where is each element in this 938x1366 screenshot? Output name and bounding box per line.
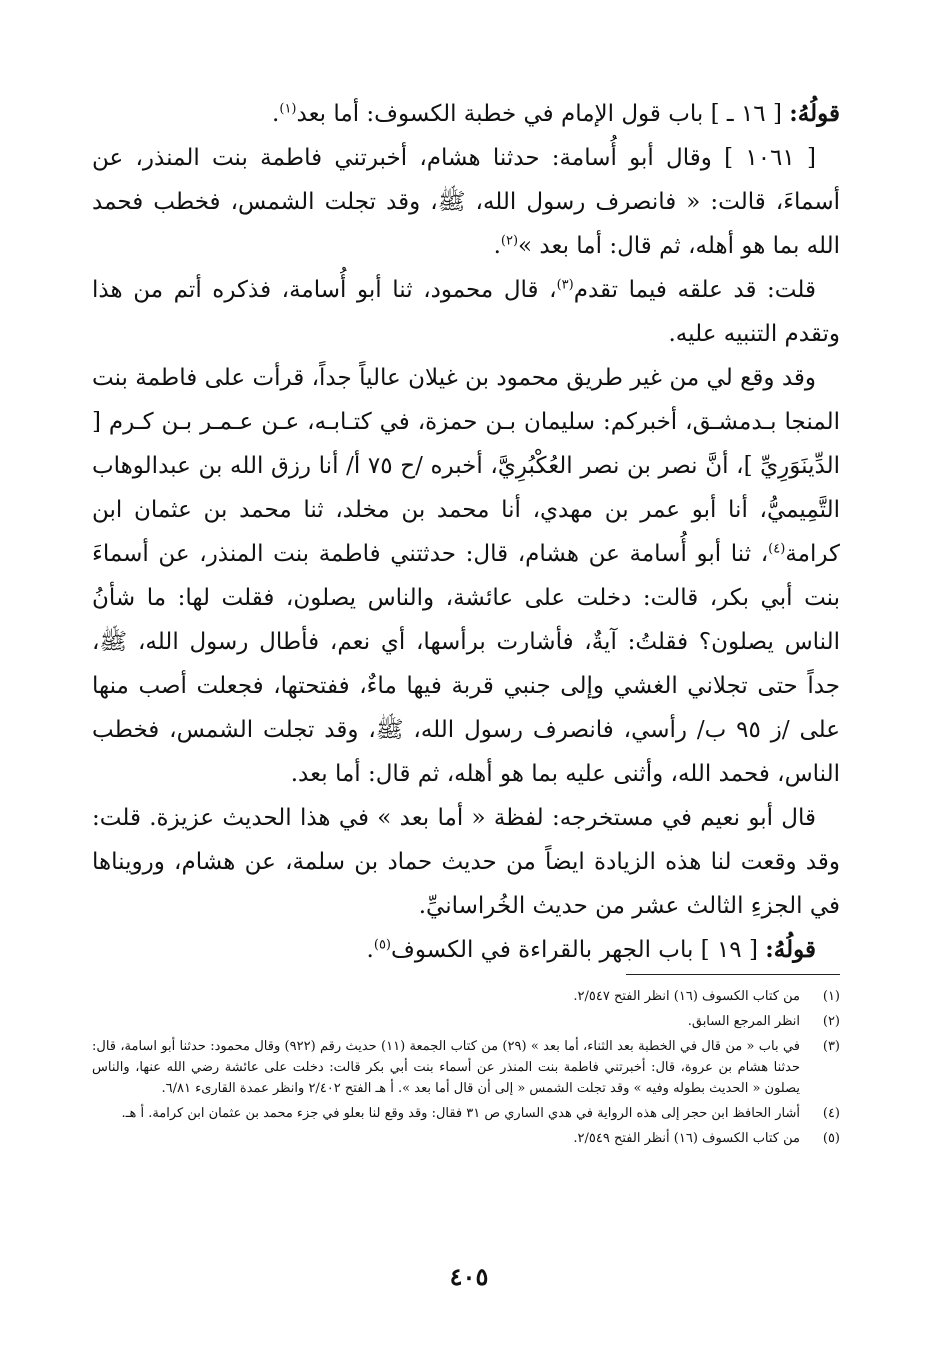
footnote <box>92 1011 840 1032</box>
abu-nuaim-paragraph <box>92 796 840 928</box>
footnote <box>92 986 840 1007</box>
heading-end: . <box>272 101 280 127</box>
heading-text-2: [ ١٩ ] باب الجهر بالقراءة في الكسوف <box>391 937 766 963</box>
footnote-ref-3: (٣) <box>556 277 574 293</box>
chain-paragraph <box>92 356 840 796</box>
page-number: ٤٠٥ <box>449 1262 489 1291</box>
heading-lead: قولُهُ: <box>789 100 840 127</box>
footnote-number: (٤) <box>822 1106 840 1121</box>
footnote-number: (٥) <box>822 1131 840 1146</box>
hadith-paragraph <box>92 136 840 268</box>
footnote-ref-5: (٥) <box>373 937 391 953</box>
comment-paragraph <box>92 268 840 356</box>
heading-text: [ ١٦ ـ ] باب قول الإمام في خطبة الكسوف: أما بعد <box>296 101 790 127</box>
main-text <box>92 92 840 972</box>
footnote <box>92 1128 840 1149</box>
footnote <box>92 1036 840 1099</box>
chain-text: وقد وقع لي من غير طريق محمود بن غيلان عالياً جداً، قرأت على فاطمة بنت المنجا بـدمشـق، أخبركم: سليمان بـن حمزة، في كتـابـه، عـن عـمـر بـن كـرم [ الدِّينَوَرِيِّ ]، أنَّ نصر بن نصر العُكْبُرِيَّ، أخبره /ح ٧٥ أ/ أنا رزق الله بن عبدالوهاب التَّمِيميُّ، أنا أبو عمر بن مهدي، أنا محمد بن مخلد، ثنا محمد بن عثمان ابن كرامة <box>92 365 840 567</box>
footnote-ref-2: (٢) <box>500 233 519 249</box>
comment-rest: ، قال محمود، ثنا أبو أُسامة، فذكره أتم من هذا وتقدم التنبيه عليه. <box>92 277 840 347</box>
footnote-number: (٢) <box>822 1014 840 1029</box>
hadith-end: . <box>493 233 501 259</box>
chapter-heading-16 <box>92 92 840 136</box>
chain-rest: ، ثنا أبو أُسامة عن هشام، قال: حدثتني فاطمة بنت المنذر، عن أسماءَ بنت أبي بكر، قالت: دخلت على عائشة، والناس يصلون، فقلت لها: ما شأنُ الناس يصلون؟ فقلتُ: آيةٌ، فأشارت برأسها، أي نعم، فأطال رسول الله، ﷺ، جداً حتى تجلاني الغشي وإلى جنبي قربة فيها ماءٌ، ففتحتها، فجعلت أصب منها على /ز ٩٥ ب/ رأسي، فانصرف رسول الله، ﷺ، وقد تجلت الشمس، فخطب الناس، فحمد الله، وأثنى عليه بما هو أهله، ثم قال: أما بعد. <box>92 541 840 787</box>
footnote-text: انظر المرجع السابق. <box>687 1014 800 1029</box>
chapter-heading-19 <box>92 928 840 972</box>
footnote-number: (٣) <box>822 1039 840 1054</box>
footnote-number: (١) <box>822 989 840 1004</box>
hadith-text: [ ١٠٦١ ] وقال أبو أُسامة: حدثنا هشام، أخبرتني فاطمة بنت المنذر، عن أسماءَ، قالت: « فانصرف رسول الله، ﷺ، وقد تجلت الشمس، فخطب فحمد الله بما هو أهله، ثم قال: أما بعد » <box>92 145 840 259</box>
footnotes <box>92 986 840 1153</box>
footnote-ref-4: (٤) <box>768 541 786 557</box>
footnote-text: في باب « من قال في الخطبة بعد الثناء، أما بعد » (٢٩) من كتاب الجمعة (١١) حديث رقم (٩٢٢) وقال محمود: حدثنا أبو اسامة، قال: حدثنا هشام بن عروة، قال: أخبرتني فاطمة بنت المنذر عن أسماء بنت أبي بكر قالت: دخلت على عائشة رضي الله عنها، والناس يصلون « الحديث بطوله وفيه » وقد تجلت الشمس « إلى أن قال أما بعد ». أ هـ الفتح ٢/٤٠٢ وانظر عمدة القارىء ٦/٨١. <box>92 1039 801 1096</box>
footnote-text: أشار الحافظ ابن حجر إلى هذه الرواية في هدي الساري ص ٣١ فقال: وقد وقع لنا بعلو في جزء محمد بن عثمان ابن كرامة. أ هـ. <box>121 1106 800 1121</box>
footnote-text: من كتاب الكسوف (١٦) أنظر الفتح ٢/٥٤٩. <box>573 1131 800 1146</box>
footnote-divider <box>626 974 840 975</box>
footnote-ref-1: (١) <box>279 101 297 117</box>
heading-end-2: . <box>366 937 374 963</box>
footnote <box>92 1103 840 1124</box>
heading-lead-2: قولُهُ: <box>765 936 816 963</box>
comment-text: قلت: قد علقه فيما تقدم <box>573 277 816 303</box>
footnote-text: من كتاب الكسوف (١٦) انظر الفتح ٢/٥٤٧. <box>573 989 800 1004</box>
abu-nuaim-text: قال أبو نعيم في مستخرجه: لفظة « أما بعد » في هذا الحديث عزيزة. قلت: وقد وقعت لنا هذه الزيادة ايضاً من حديث حماد بن سلمة، عن هشام، ورويناها في الجزءِ الثالث عشر من حديث الخُراسانيِّ. <box>92 805 840 919</box>
